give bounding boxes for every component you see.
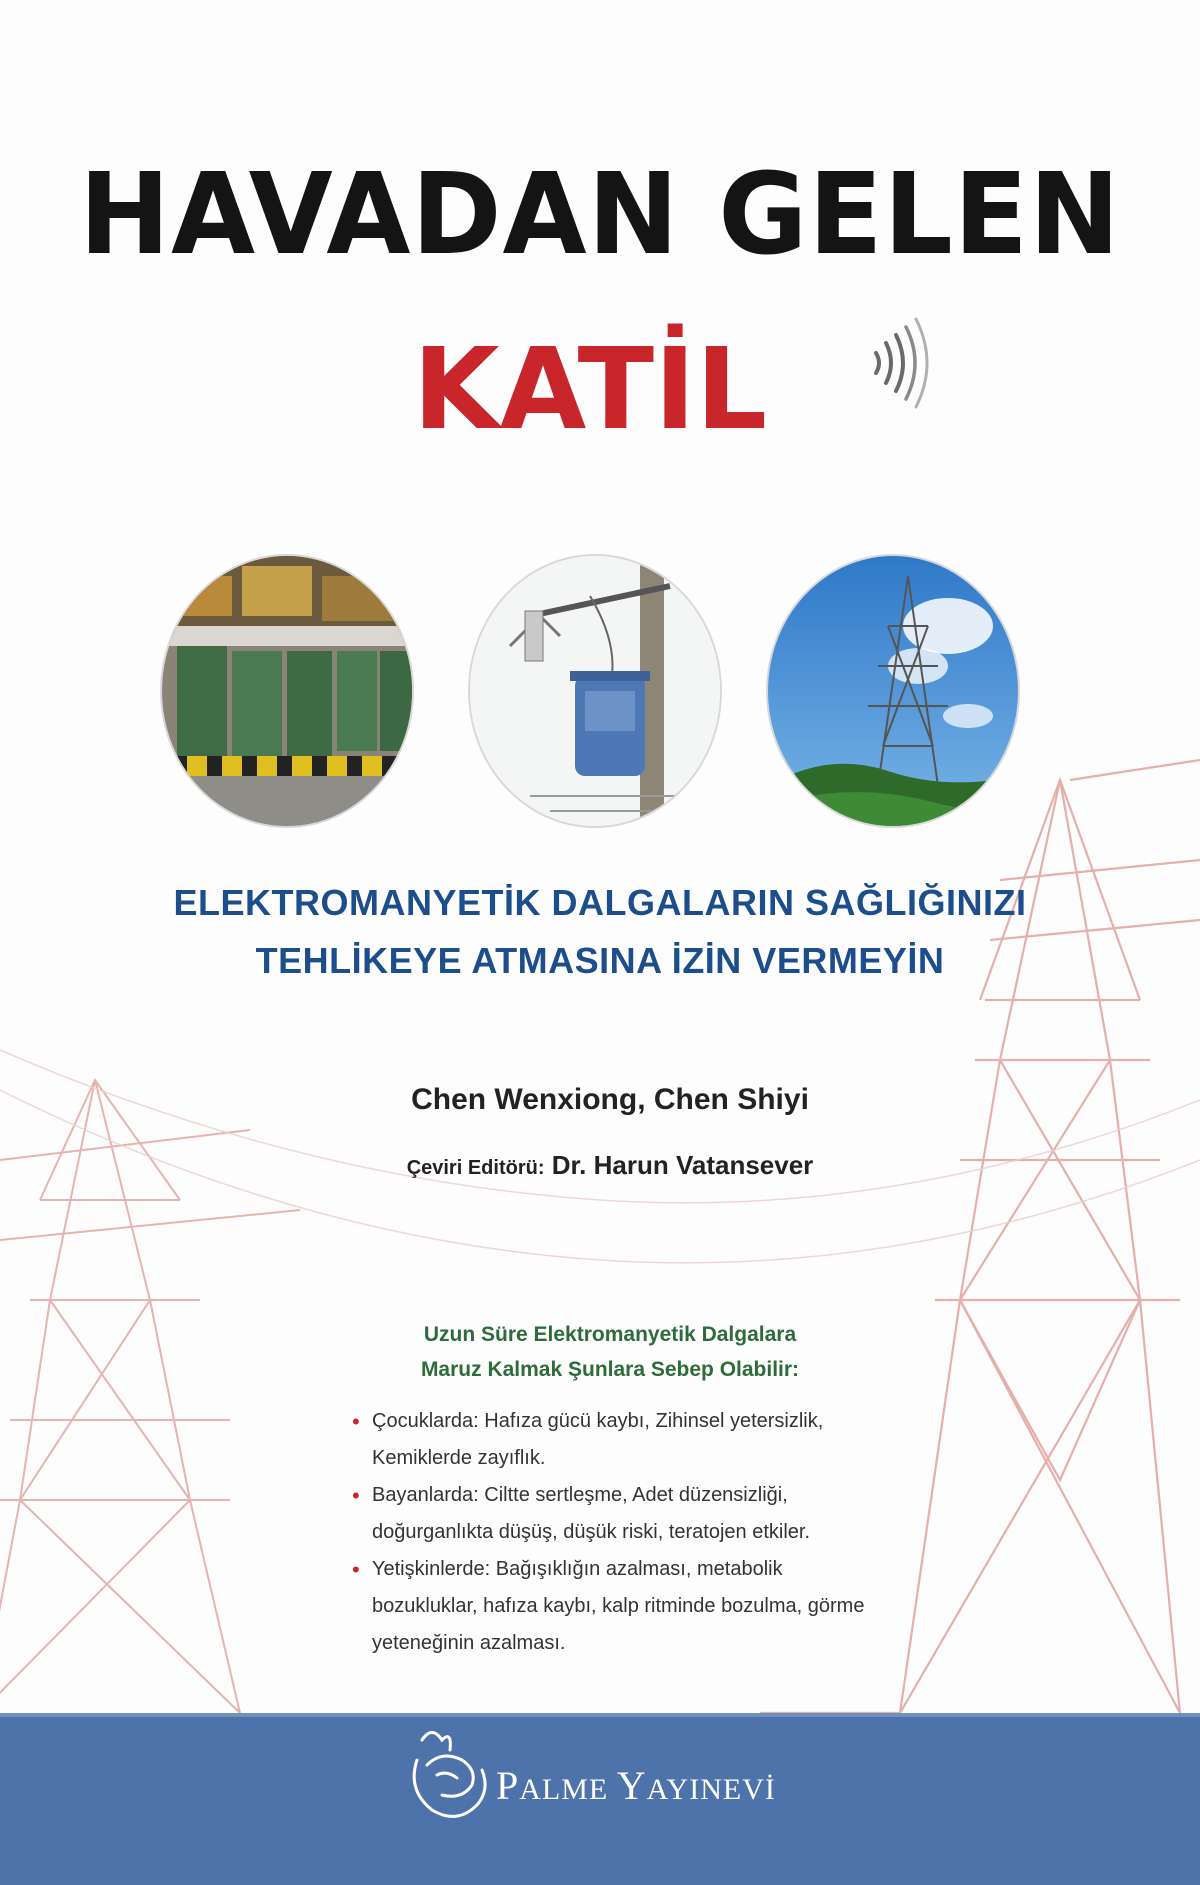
editor-label: Çeviri Editörü: [406,1157,545,1179]
dove-logo-icon [402,1720,492,1830]
subtitle-line-2: TEHLİKEYE ATMASINA İZİN VERMEYİN [255,940,945,981]
transformer-boxes-photo [162,556,412,826]
effects-item-children: • Çocuklarda: Hafıza gücü kaybı, Zihinsel yetersizlik, Kemiklerde zayıflık. [352,1403,872,1477]
book-title-line-2: KATİL [412,325,768,455]
translation-editor [0,1150,1200,1181]
signal-waves-icon [868,313,938,413]
publisher-name: PALME YAYINEVİ [496,1763,776,1808]
authors: Chen Wenxiong, Chen Shiyi [411,1083,809,1116]
effects-item-adults: • Yetişkinlerde: Bağışıklığın azalması, metabolik bozukluklar, hafıza kaybı, kalp ritminde bozulma, görme yeteneğinin azalması. [352,1551,872,1662]
book-title-line-1: HAVADAN GELEN [79,150,1121,280]
effects-heading-line-1: Uzun Süre Elektromanyetik Dalgalara [423,1323,797,1346]
power-tower-photo [768,556,1018,826]
editor-name: Dr. Harun Vatansever [551,1150,814,1180]
subtitle-line-1: ELEKTROMANYETİK DALGALARIN SAĞLIĞINIZI [173,882,1027,923]
effects-list [352,1403,872,1662]
pole-transformer-photo [470,556,720,826]
effects-heading-line-2: Maruz Kalmak Şunlara Sebep Olabilir: [420,1358,800,1381]
effects-item-women: • Bayanlarda: Ciltte sertleşme, Adet düzensizliği, doğurganlıkta düşüş, düşük riski, teratojen etkiler. [352,1477,872,1551]
